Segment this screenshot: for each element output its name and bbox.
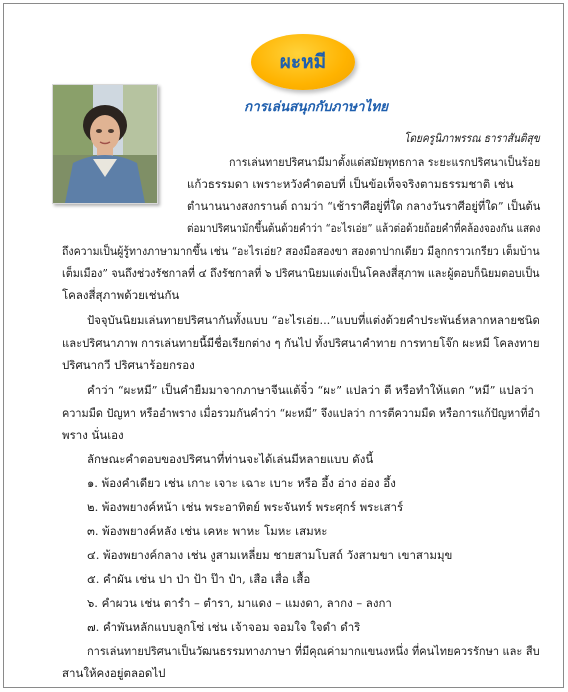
body-line: ถึงความเป็นผู้รู้ทางภาษามากขึ้น เช่น “อะไรเอ่ย? สองมือสองขา สองตาปากเดียว มีลูกกราวเกรียว เต็มบ้าน [62,244,540,258]
body-line: โคลงสี่สุภาพด้วยเช่นกัน [62,288,180,302]
body-line: ลักษณะคำตอบของปริศนาที่ท่านจะได้เล่นมีหลายแบบ ดังนี้ [87,452,374,466]
body-line: แก้วธรรมดา เพราะหวังคำตอบที่ เป็นข้อเท็จจริงตามธรรมชาติ เช่น [187,177,514,191]
author-byline: โดยครูนิภาพรรณ ธาราสันติสุข [404,131,540,145]
list-item: ๓. พ้องพยางค์หลัง เช่น เคหะ พาหะ โมหะ เสมหะ [87,524,328,538]
author-portrait-image [53,85,157,203]
title-badge [251,34,355,90]
list-item: ๒. พ้องพยางค์หน้า เช่น พระอาทิตย์ พระจันทร์ พระศุกร์ พระเสาร์ [87,500,404,514]
body-line: พราง นั่นเอง [62,428,124,442]
body-line: และปริศนาภาพ การเล่นทายนี้มีชื่อเรียกต่าง ๆ กันไป ทั้งปริศนาคำทาย การทายโจ๊ก ผะหมี โคลงทาย [62,336,540,350]
author-photo [52,84,158,204]
list-item: ๖. คำผวน เช่น ตารำ – ตำรา, มาแดง – แมงดา, ลากง – ลงกา [87,596,392,610]
body-line: ต่อมาปริศนามักขึ้นต้นด้วยคำว่า “อะไรเอ่ย” แล้วต่อด้วยถ้อยคำที่คล้องจองกัน แสดง [187,221,541,235]
page-title: ผะหมี [279,51,327,73]
list-item: ๗. คำพันหลักแบบลูกโซ่ เช่น เจ้าจอม จอมใจ ใจดำ ดำริ [87,620,361,634]
body-line: การเล่นทายปริศนาเป็นวัฒนธรรมทางภาษา ที่มีคุณค่ามากแขนงหนึ่ง ที่คนไทยควรรักษา และ สืบ [87,644,540,658]
page-subtitle: การเล่นสนุกกับภาษาไทย [244,99,389,115]
body-line: การเล่นทายปริศนามีมาตั้งแต่สมัยพุทธกาล ระยะแรกปริศนาเป็นร้อย [229,155,541,169]
body-line: ปริศนากวี ปริศนาร้อยกรอง [62,358,195,372]
list-item: ๑. พ้องคำเดียว เช่น เกาะ เจาะ เฉาะ เบาะ หรือ อึ้ง อ่าง อ่อง อึ้ง [87,476,396,490]
body-line: เต็มเมือง” จนถึงช่วงรัชกาลที่ ๔ ถึงรัชกาลที่ ๖ ปริศนานิยมแต่งเป็นโคลงสี่สุภาพ และผู้ตอบก็นิยมตอบเป็น [62,266,540,280]
body-line: ความมืด ปัญหา หรืออำพราง เมื่อรวมกันคำว่า “ผะหมี” จึงแปลว่า การตีความมืด หรือการแก้ปัญหาที่อำ [62,406,541,420]
list-item: ๕. คำผัน เช่น ปา ป่า ป้า ป๊า ป๋า, เสือ เสื่อ เสื้อ [87,572,311,586]
list-item: ๔. พ้องพยางค์กลาง เช่น งูสามเหลี่ยม ชายสามโบสถ์ วังสามขา เขาสามมุข [87,548,453,562]
body-line: สานให้คงอยู่ตลอดไป [62,666,166,680]
body-line: ปัจจุบันนิยมเล่นทายปริศนากันทั้งแบบ “อะไรเอ่ย...”แบบที่แต่งด้วยคำประพันธ์หลากหลายชนิด [87,313,540,327]
body-line: ตำนานนางสงกรานต์ ถามว่า “เช้าราศีอยู่ที่ใด กลางวันราศีอยู่ที่ใด” เป็นต้น [187,199,541,213]
body-line: คำว่า “ผะหมี” เป็นคำยืมมาจากภาษาจีนแต้จิ๋ว “ผะ” แปลว่า ตี หรือทำให้แตก “หมี” แปลว่า [87,383,534,397]
